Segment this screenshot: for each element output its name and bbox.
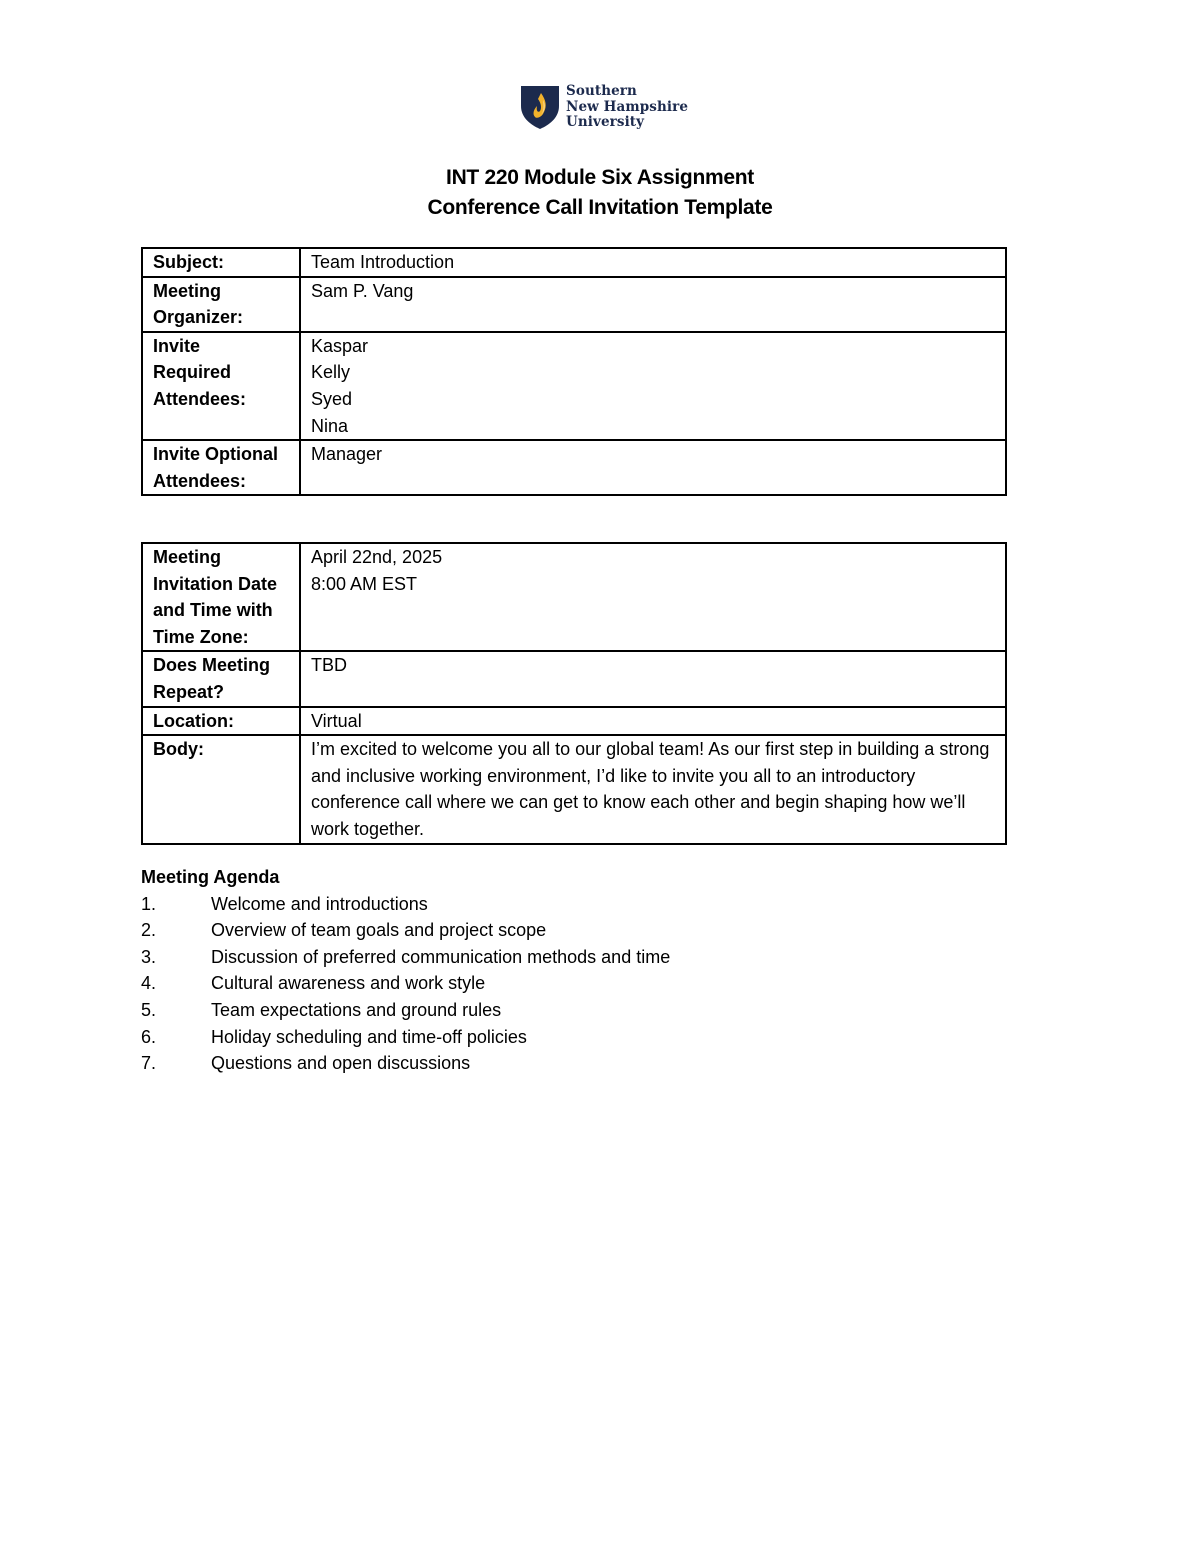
document-subtitle: Conference Call Invitation Template: [427, 196, 773, 219]
meeting-details-table: [141, 542, 1007, 845]
list-text: Welcome and introductions: [211, 893, 428, 914]
body-label: [142, 735, 300, 843]
body-value: [300, 735, 1006, 843]
list-item: [141, 944, 670, 971]
datetime-label-line: and Time with: [153, 600, 273, 621]
subject-label-text: Subject:: [153, 252, 225, 272]
document-title: INT 220 Module Six Assignment: [446, 166, 754, 189]
list-number: 2.: [141, 920, 157, 941]
table-row: [142, 440, 1006, 495]
list-number: 4.: [141, 973, 157, 994]
agenda-heading: Meeting Agenda: [141, 867, 280, 887]
subject-value-text: Team Introduction: [311, 252, 455, 272]
location-label-text: Location:: [153, 710, 234, 731]
attendee-name: Syed: [311, 388, 353, 409]
location-label: [142, 707, 300, 736]
datetime-label: [142, 543, 300, 651]
location-value: [300, 707, 1006, 736]
list-number: 6.: [141, 1026, 157, 1047]
university-logo: [520, 84, 690, 134]
list-item: [141, 917, 670, 944]
list-item: [141, 1024, 670, 1051]
repeat-label-line: Does Meeting: [153, 655, 271, 676]
table-row: [142, 543, 1006, 651]
table-row: [142, 735, 1006, 843]
required-attendees-value: [300, 332, 1006, 440]
repeat-value: [300, 651, 1006, 706]
attendee-name: Kaspar: [311, 335, 369, 356]
repeat-value-text: TBD: [311, 655, 347, 676]
datetime-label-line: Time Zone:: [153, 626, 249, 647]
table-row: [142, 332, 1006, 440]
required-label-line: Required: [153, 362, 232, 383]
datetime-label-line: Meeting: [153, 547, 222, 567]
datetime-value: [300, 543, 1006, 651]
invitation-details-table: [141, 247, 1007, 496]
logo-line-3: University: [566, 114, 645, 130]
optional-attendees-value: [300, 440, 1006, 495]
list-item: [141, 997, 670, 1024]
meeting-date: April 22nd, 2025: [311, 547, 443, 567]
location-value-text: Virtual: [311, 710, 362, 731]
list-item: [141, 891, 670, 918]
optional-label-line: Attendees:: [153, 470, 247, 491]
list-text: Overview of team goals and project scope: [211, 920, 547, 941]
list-text: Cultural awareness and work style: [211, 973, 486, 994]
logo-line-2: New Hampshire: [566, 98, 689, 115]
logo-line-1: Southern: [566, 83, 637, 99]
table-row: [142, 248, 1006, 277]
repeat-label: [142, 651, 300, 706]
organizer-label: [142, 277, 300, 332]
meeting-agenda: [141, 864, 670, 1077]
table-row: [142, 651, 1006, 706]
list-text: Questions and open discussions: [211, 1053, 471, 1074]
organizer-value: [300, 277, 1006, 332]
list-number: 7.: [141, 1053, 157, 1074]
required-label-line: Attendees:: [153, 388, 247, 409]
table-row: [142, 277, 1006, 332]
subject-value: [300, 248, 1006, 277]
optional-attendee-name: Manager: [311, 444, 383, 465]
meeting-time: 8:00 AM EST: [311, 573, 418, 594]
list-number: 1.: [141, 893, 157, 914]
list-text: Holiday scheduling and time-off policies: [211, 1026, 527, 1047]
list-text: Discussion of preferred communication methods and time: [211, 946, 671, 967]
list-text: Team expectations and ground rules: [211, 999, 502, 1020]
body-paragraph: I’m excited to welcome you all to our global team! As our first step in building a strong and inclusive working environment, I’d like to invite you all to an introductory conference call where we can get to know each other and begin shaping how we’ll work together.: [311, 739, 990, 839]
datetime-label-line: Invitation Date: [153, 573, 278, 594]
list-number: 3.: [141, 946, 157, 967]
organizer-label-line: Meeting: [153, 280, 222, 301]
repeat-label-line: Repeat?: [153, 681, 225, 702]
list-item: [141, 970, 670, 997]
logo-wordmark: [566, 84, 688, 131]
required-label-line: Invite: [153, 335, 201, 356]
shield-flame-icon: [520, 84, 560, 130]
required-attendees-label: [142, 332, 300, 440]
subject-label: [142, 248, 300, 277]
list-number: 5.: [141, 999, 157, 1020]
table-row: [142, 707, 1006, 736]
attendee-name: Nina: [311, 415, 349, 436]
attendee-name: Kelly: [311, 362, 351, 383]
optional-attendees-label: [142, 440, 300, 495]
optional-label-line: Invite Optional: [153, 444, 279, 465]
body-label-text: Body:: [153, 739, 204, 760]
list-item: [141, 1050, 670, 1077]
organizer-value-text: Sam P. Vang: [311, 280, 414, 301]
organizer-label-line: Organizer:: [153, 307, 244, 328]
